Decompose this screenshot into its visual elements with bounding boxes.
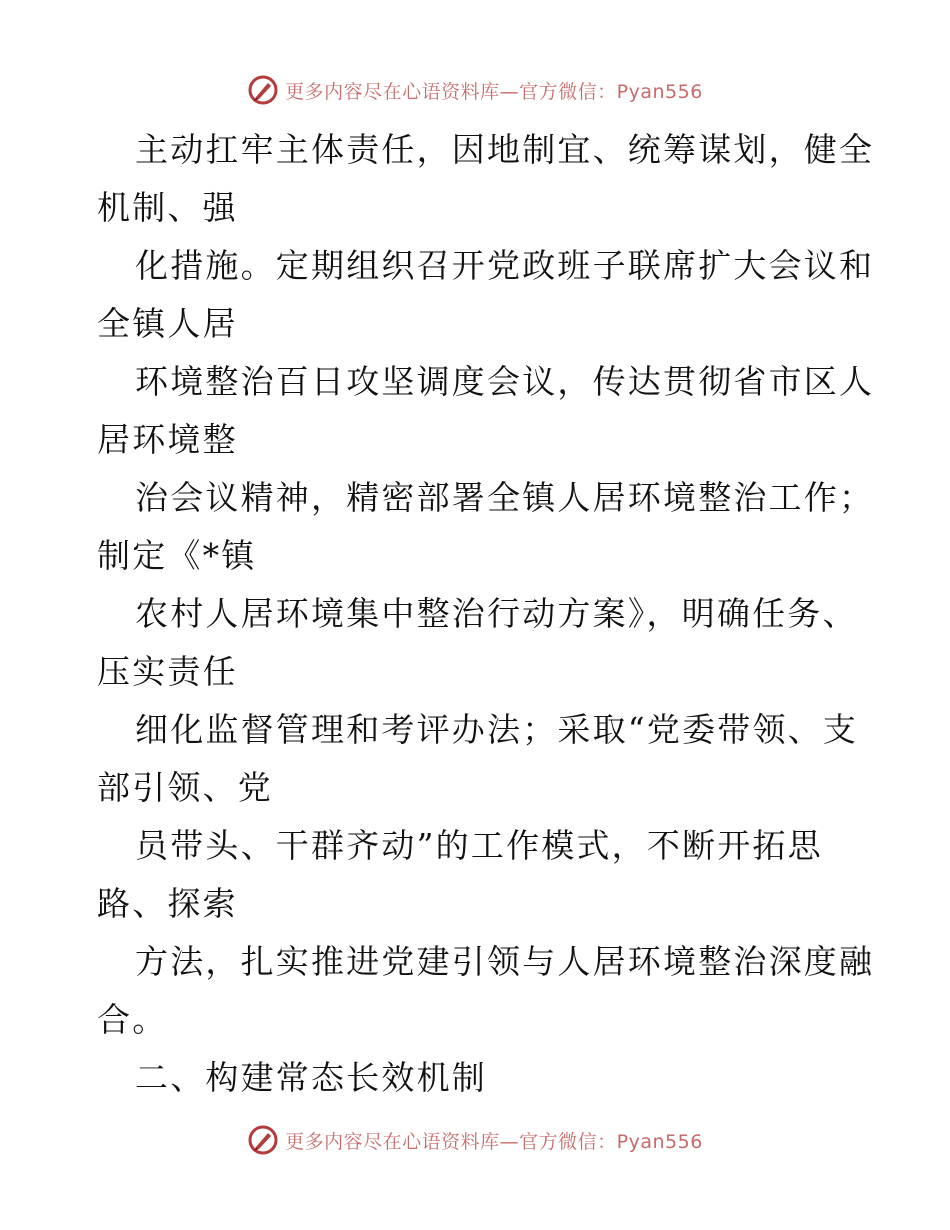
document-body (97, 121, 875, 1107)
text-line: 方法，扎实推进党建引领与人居环境整治深度融 (135, 942, 875, 981)
text-line: 机制、强 (97, 188, 238, 227)
text-line: 全镇人居 (97, 304, 238, 343)
text-line: 居环境整 (97, 420, 238, 459)
text-line: 部引领、党 (97, 768, 273, 807)
text-line: 路、探索 (97, 884, 238, 923)
text-line: 环境整治百日攻坚调度会议，传达贯彻省市区人 (135, 362, 875, 401)
text-line: 治会议精神，精密部署全镇人居环境整治工作； (135, 478, 875, 517)
pen-logo-icon (247, 74, 279, 106)
text-line: 二、构建常态长效机制 (135, 1058, 487, 1097)
watermark-text: 更多内容尽在心语资料库—官方微信：Pyan556 (285, 80, 703, 103)
watermark-text: 更多内容尽在心语资料库—官方微信：Pyan556 (285, 1130, 703, 1153)
text-line: 细化监督管理和考评办法；采取“党委带领、支 (135, 710, 859, 749)
text-line: 合。 (97, 1000, 168, 1039)
header-watermark (0, 70, 950, 110)
text-line: 压实责任 (97, 652, 238, 691)
pen-logo-icon (247, 1124, 279, 1156)
text-line: 主动扛牢主体责任，因地制宜、统筹谋划，健全 (135, 130, 875, 169)
text-line: 员带头、干群齐动”的工作模式，不断开拓思 (135, 826, 823, 865)
text-line: 化措施。定期组织召开党政班子联席扩大会议和 (135, 246, 875, 285)
text-line: 制定《*镇 (97, 536, 257, 575)
footer-watermark (0, 1120, 950, 1160)
text-line: 农村人居环境集中整治行动方案》，明确任务、 (135, 594, 858, 633)
